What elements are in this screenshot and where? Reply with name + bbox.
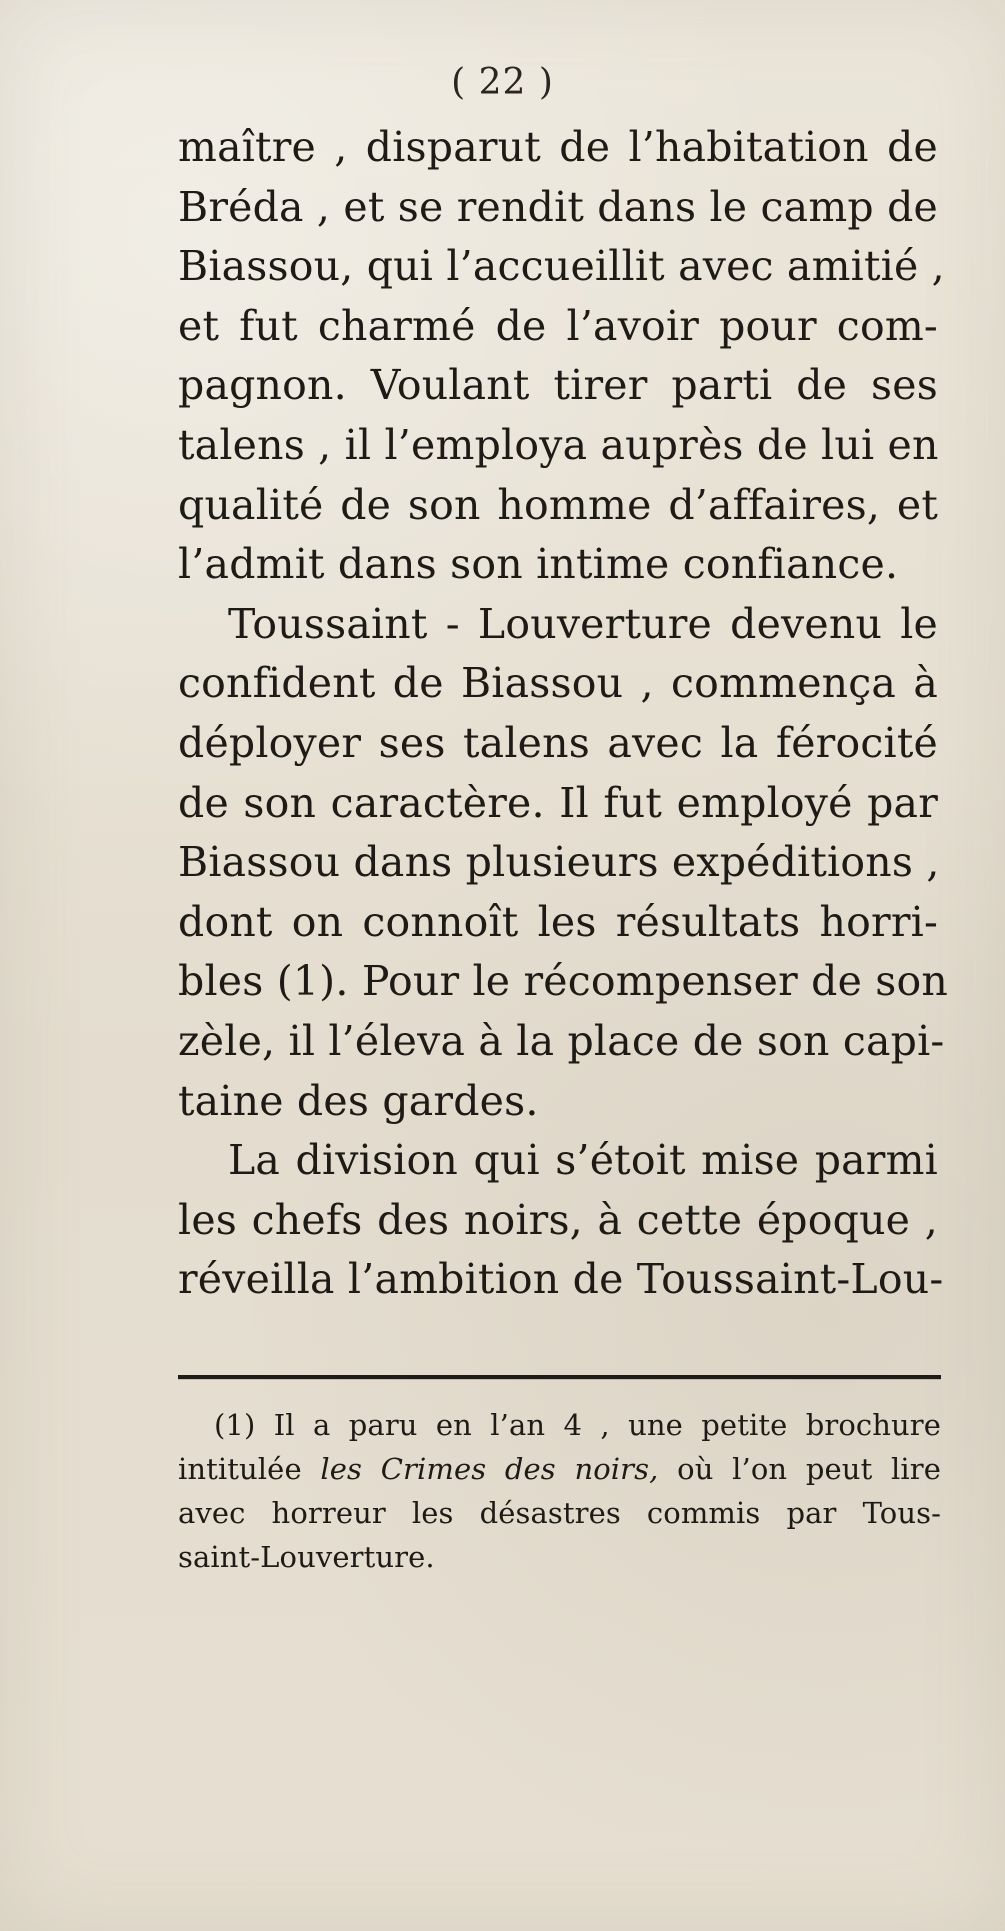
text-line: taine des gardes. <box>178 1076 539 1125</box>
footnote-line <box>178 1447 941 1491</box>
text-line: zèle, il l’éleva à la place de son capi- <box>178 1016 945 1065</box>
paragraph-start-line: Toussaint - Louverture devenu le <box>228 599 938 648</box>
text-line: Biassou dans plusieurs expéditions , <box>178 838 940 887</box>
text-line: dont on connoît les résultats horri- <box>178 897 938 946</box>
footnote-divider <box>178 1375 941 1379</box>
text-line: de son caractère. Il fut employé par <box>178 778 938 827</box>
footnote-title-italic: les Crimes des noirs, <box>320 1452 659 1486</box>
text-line: les chefs des noirs, à cette époque , <box>178 1195 938 1244</box>
footnote-text-prefix: intitulée <box>178 1452 321 1486</box>
footnote-line: saint-Louverture. <box>178 1540 435 1574</box>
text-line: maître , disparut de l’habitation de <box>178 123 938 171</box>
text-line: et fut charmé de l’avoir pour com- <box>178 301 938 350</box>
text-line: confident de Biassou , commença à <box>178 659 938 708</box>
text-line: qualité de son homme d’affaires, et <box>178 480 938 529</box>
paragraph-start-line: La division qui s’étoit mise parmi <box>228 1136 938 1185</box>
text-line: déployer ses talens avec la férocité <box>178 718 938 767</box>
text-line: talens , il l’employa auprès de lui en <box>178 420 939 469</box>
text-line: bles (1). Pour le récompenser de son <box>178 957 949 1006</box>
main-text-block <box>178 118 949 1310</box>
footnote-line: avec horreur les désastres commis par Tous- <box>178 1496 941 1530</box>
text-line: l’admit dans son intime confiance. <box>178 540 899 589</box>
text-line: pagnon. Voulant tirer parti de ses <box>178 361 938 410</box>
text-line: Bréda , et se rendit dans le camp de <box>178 182 938 231</box>
text-line: réveilla l’ambition de Toussaint-Lou- <box>178 1255 944 1304</box>
footnote-block <box>178 1403 941 1579</box>
page-number: ( 22 ) <box>451 62 554 103</box>
footnote-line: (1) Il a paru en l’an 4 , une petite brochure <box>214 1408 941 1442</box>
text-line: Biassou, qui l’accueillit avec amitié , <box>178 242 945 291</box>
footnote-text-suffix: où l’on peut lire <box>658 1452 942 1486</box>
